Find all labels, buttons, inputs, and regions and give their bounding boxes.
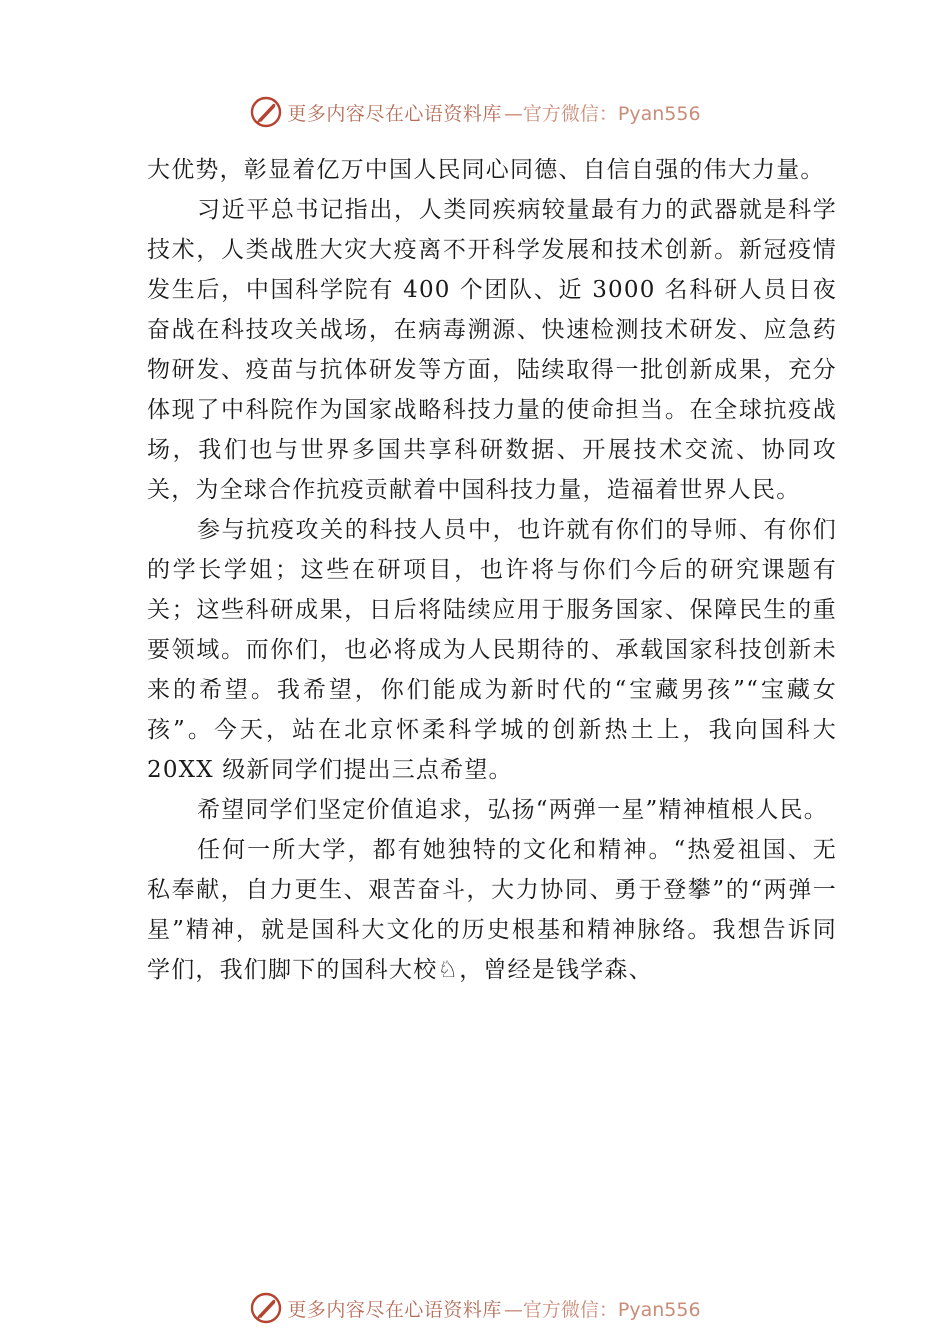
footer-banner — [0, 1288, 950, 1328]
paragraph-4: 希望同学们坚定价值追求，弘扬“两弹一星”精神植根人民。 — [197, 797, 828, 823]
header-title: 更多内容尽在心语资料库 — [287, 102, 502, 125]
footer-contact: —官方微信：Pyan556 — [503, 1298, 701, 1321]
paragraph-3: 参与抗疫攻关的科技人员中，也许就有你们的导师、有你们的学长学姐；这些在研项目，也许将与你们今后的研究课题有关；这些科研成果，日后将陆续应用于服务国家、保障民生的重要领域。而你们，也必将成为人民期待的、承载国家科技创新未来的希望。我希望，你们能成为新时代的“宝藏男孩”“宝藏女孩”。今天，站在北京怀柔科学城的创新热土上，我向国科大 20XX 级新同学们提出三点希望。 — [147, 517, 837, 783]
paragraph-1: 大优势，彰显着亿万中国人民同心同德、自信自强的伟大力量。 — [147, 157, 825, 183]
paragraph-2: 习近平总书记指出，人类同疾病较量最有力的武器就是科学技术，人类战胜大灾大疫离不开科学发展和技术创新。新冠疫情发生后，中国科学院有 400 个团队、近 3000 名科研人员日夜奋战在科技攻关战场，在病毒溯源、快速检测技术研发、应急药物研发、疫苗与抗体研发等方面，陆续取得一批创新成果，充分体现了中科院作为国家战略科技力量的使命担当。在全球抗疫战场，我们也与世界多国共享科研数据、开展技术交流、协同攻关，为全球合作抗疫贡献着中国科技力量，造福着世界人民。 — [147, 197, 837, 503]
paragraph-5: 任何一所大学，都有她独特的文化和精神。“热爱祖国、无私奉献，自力更生、艰苦奋斗，大力协同、勇于登攀”的“两弹一星”精神，就是国科大文化的历史根基和精神脉络。我想告诉同学们，我们脚下的国科大校♘，曾经是钱学森、 — [147, 837, 837, 983]
header-contact: —官方微信：Pyan556 — [503, 102, 701, 125]
quill-logo-icon — [249, 1291, 283, 1325]
header-banner — [0, 92, 950, 132]
quill-logo-icon — [249, 95, 283, 129]
footer-title: 更多内容尽在心语资料库 — [287, 1298, 502, 1321]
document-body — [147, 150, 837, 990]
